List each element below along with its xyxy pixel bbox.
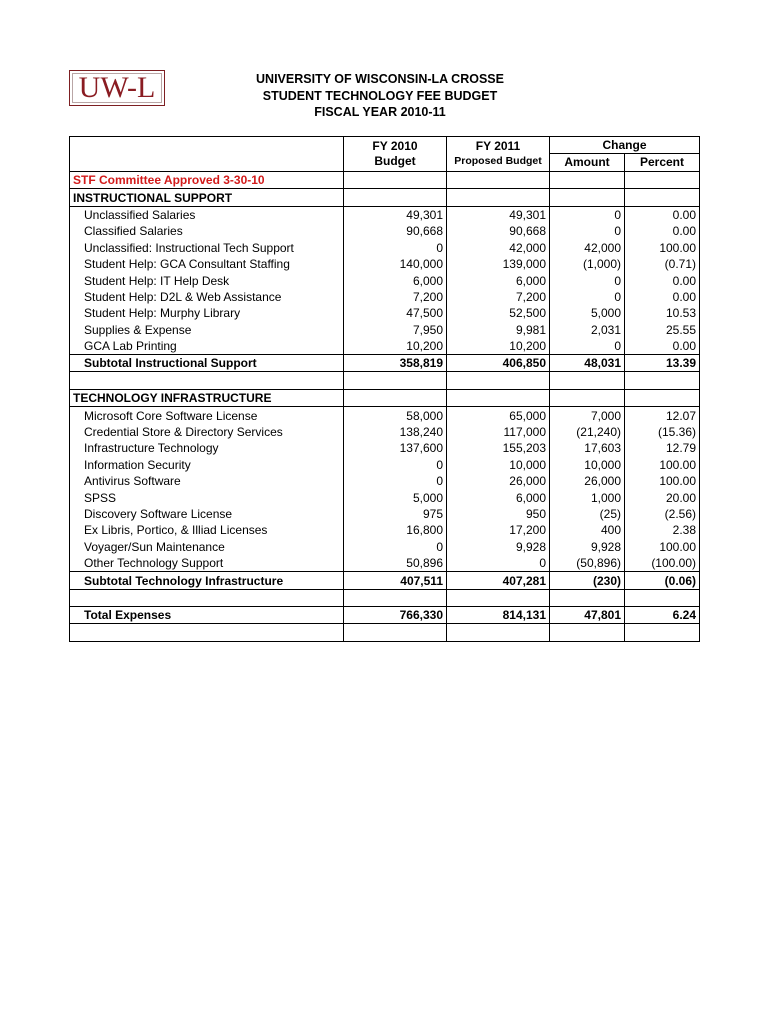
row-label: Unclassified: Instructional Tech Support: [70, 239, 344, 255]
row-label: Student Help: Murphy Library: [70, 305, 344, 321]
row-amount: 17,603: [550, 440, 625, 456]
row-fy2010: 0: [344, 473, 447, 489]
empty-cell: [447, 189, 550, 206]
row-fy2010: 47,500: [344, 305, 447, 321]
subtotal-fy2011: 407,281: [447, 572, 550, 589]
row-percent: 0.00: [625, 206, 700, 223]
table-row: [70, 223, 700, 239]
row-fy2010: 10,200: [344, 338, 447, 355]
subtotal-label: Subtotal Instructional Support: [70, 355, 344, 372]
empty-cell: [625, 171, 700, 188]
row-fy2011: 10,000: [447, 456, 550, 472]
row-percent: (2.56): [625, 506, 700, 522]
row-label: SPSS: [70, 489, 344, 505]
row-label: Supplies & Expense: [70, 321, 344, 337]
row-fy2010: 58,000: [344, 407, 447, 424]
empty-cell: [70, 372, 344, 389]
row-percent: 0.00: [625, 223, 700, 239]
subtotal-fy2011: 406,850: [447, 355, 550, 372]
subtotal-amount: 48,031: [550, 355, 625, 372]
table-row: [70, 289, 700, 305]
header-fy2010-label: FY 2010: [372, 138, 418, 153]
empty-cell: [550, 171, 625, 188]
row-amount: 10,000: [550, 456, 625, 472]
subtotal-percent: 13.39: [625, 355, 700, 372]
table-row: [70, 305, 700, 321]
subtotal-percent: (0.06): [625, 572, 700, 589]
table-row: [70, 489, 700, 505]
row-label: Student Help: IT Help Desk: [70, 272, 344, 288]
row-fy2011: 9,928: [447, 538, 550, 554]
total-amount: 47,801: [550, 606, 625, 623]
row-percent: 12.79: [625, 440, 700, 456]
row-percent: 100.00: [625, 456, 700, 472]
row-percent: 0.00: [625, 338, 700, 355]
table-row: [70, 272, 700, 288]
empty-cell: [550, 189, 625, 206]
total-percent: 6.24: [625, 606, 700, 623]
header-percent: Percent: [625, 154, 700, 171]
table-row: [70, 256, 700, 272]
row-label: Student Help: GCA Consultant Staffing: [70, 256, 344, 272]
subtotal-row-infrastructure: [70, 572, 700, 589]
empty-cell: [625, 389, 700, 406]
row-amount: 1,000: [550, 489, 625, 505]
header-amount: Amount: [550, 154, 625, 171]
row-percent: 100.00: [625, 239, 700, 255]
row-percent: 10.53: [625, 305, 700, 321]
row-fy2011: 26,000: [447, 473, 550, 489]
approved-note-row: [70, 171, 700, 188]
empty-cell: [344, 624, 447, 641]
header-empty: [70, 137, 344, 154]
section-heading-infrastructure: TECHNOLOGY INFRASTRUCTURE: [70, 389, 344, 406]
table-row: [70, 424, 700, 440]
row-amount: 400: [550, 522, 625, 538]
row-fy2010: 7,200: [344, 289, 447, 305]
total-fy2010: 766,330: [344, 606, 447, 623]
table-row: [70, 321, 700, 337]
row-amount: 0: [550, 223, 625, 239]
row-label: Discovery Software License: [70, 506, 344, 522]
row-percent: (100.00): [625, 555, 700, 572]
table-row: [70, 239, 700, 255]
document-title: [180, 71, 580, 121]
approved-note: STF Committee Approved 3-30-10: [70, 171, 344, 188]
row-fy2011: 52,500: [447, 305, 550, 321]
row-fy2011: 10,200: [447, 338, 550, 355]
row-fy2011: 49,301: [447, 206, 550, 223]
empty-cell: [70, 589, 344, 606]
empty-cell: [344, 589, 447, 606]
empty-cell: [447, 372, 550, 389]
subtotal-row-instructional: [70, 355, 700, 372]
empty-cell: [625, 372, 700, 389]
row-fy2011: 9,981: [447, 321, 550, 337]
table-row: [70, 473, 700, 489]
header-fy2010: [344, 137, 447, 172]
row-fy2011: 6,000: [447, 489, 550, 505]
row-fy2011: 6,000: [447, 272, 550, 288]
row-fy2010: 16,800: [344, 522, 447, 538]
header-change: Change: [550, 137, 700, 154]
row-amount: 42,000: [550, 239, 625, 255]
subtotal-amount: (230): [550, 572, 625, 589]
empty-cell: [70, 624, 344, 641]
empty-cell: [344, 372, 447, 389]
row-percent: 0.00: [625, 272, 700, 288]
empty-cell: [447, 171, 550, 188]
row-amount: (50,896): [550, 555, 625, 572]
row-fy2010: 140,000: [344, 256, 447, 272]
row-label: Information Security: [70, 456, 344, 472]
row-label: Ex Libris, Portico, & Illiad Licenses: [70, 522, 344, 538]
row-percent: 2.38: [625, 522, 700, 538]
row-fy2010: 138,240: [344, 424, 447, 440]
row-percent: 20.00: [625, 489, 700, 505]
section-heading-row: [70, 389, 700, 406]
section-heading-instructional: INSTRUCTIONAL SUPPORT: [70, 189, 344, 206]
row-label: Microsoft Core Software License: [70, 407, 344, 424]
budget-table: [69, 136, 700, 642]
empty-cell: [344, 171, 447, 188]
row-fy2011: 7,200: [447, 289, 550, 305]
section-heading-row: [70, 189, 700, 206]
title-budget: STUDENT TECHNOLOGY FEE BUDGET: [262, 88, 498, 103]
table-row: [70, 538, 700, 554]
row-amount: 5,000: [550, 305, 625, 321]
row-percent: 12.07: [625, 407, 700, 424]
row-fy2010: 49,301: [344, 206, 447, 223]
empty-cell: [550, 372, 625, 389]
row-fy2011: 17,200: [447, 522, 550, 538]
row-amount: (21,240): [550, 424, 625, 440]
row-label: Infrastructure Technology: [70, 440, 344, 456]
empty-cell: [447, 389, 550, 406]
row-fy2011: 950: [447, 506, 550, 522]
row-fy2011: 42,000: [447, 239, 550, 255]
row-fy2010: 975: [344, 506, 447, 522]
title-fiscal-year: FISCAL YEAR 2010-11: [314, 105, 446, 119]
row-amount: (25): [550, 506, 625, 522]
row-amount: 2,031: [550, 321, 625, 337]
row-fy2011: 90,668: [447, 223, 550, 239]
row-percent: 0.00: [625, 289, 700, 305]
row-label: Other Technology Support: [70, 555, 344, 572]
row-amount: 26,000: [550, 473, 625, 489]
row-amount: 7,000: [550, 407, 625, 424]
logo-text: UW-L: [78, 71, 156, 104]
row-fy2010: 90,668: [344, 223, 447, 239]
table-row: [70, 440, 700, 456]
row-fy2011: 155,203: [447, 440, 550, 456]
row-percent: 25.55: [625, 321, 700, 337]
empty-cell: [550, 589, 625, 606]
header-row-1: [70, 137, 700, 154]
row-amount: 9,928: [550, 538, 625, 554]
empty-cell: [550, 389, 625, 406]
empty-cell: [344, 189, 447, 206]
row-label: Antivirus Software: [70, 473, 344, 489]
empty-cell: [447, 624, 550, 641]
row-fy2010: 50,896: [344, 555, 447, 572]
blank-row: [70, 372, 700, 389]
row-label: GCA Lab Printing: [70, 338, 344, 355]
empty-cell: [625, 189, 700, 206]
total-label: Total Expenses: [70, 606, 344, 623]
row-fy2010: 6,000: [344, 272, 447, 288]
header-fy2011-label: FY 2011: [475, 138, 521, 153]
row-fy2010: 137,600: [344, 440, 447, 456]
row-percent: (15.36): [625, 424, 700, 440]
row-percent: 100.00: [625, 473, 700, 489]
row-percent: (0.71): [625, 256, 700, 272]
uwl-logo: [69, 70, 165, 106]
total-row: [70, 606, 700, 623]
row-label: Credential Store & Directory Services: [70, 424, 344, 440]
row-fy2011: 139,000: [447, 256, 550, 272]
header-proposed-label: Proposed Budget: [454, 154, 542, 167]
row-label: Student Help: D2L & Web Assistance: [70, 289, 344, 305]
row-fy2010: 0: [344, 456, 447, 472]
row-label: Classified Salaries: [70, 223, 344, 239]
row-fy2011: 0: [447, 555, 550, 572]
row-label: Voyager/Sun Maintenance: [70, 538, 344, 554]
empty-cell: [625, 589, 700, 606]
header-empty-2: [70, 154, 344, 171]
row-fy2010: 0: [344, 538, 447, 554]
empty-cell: [625, 624, 700, 641]
table-row: [70, 506, 700, 522]
subtotal-fy2010: 358,819: [344, 355, 447, 372]
blank-row: [70, 589, 700, 606]
row-fy2010: 7,950: [344, 321, 447, 337]
table-row: [70, 338, 700, 355]
table-row: [70, 555, 700, 572]
row-percent: 100.00: [625, 538, 700, 554]
subtotal-fy2010: 407,511: [344, 572, 447, 589]
row-label: Unclassified Salaries: [70, 206, 344, 223]
table-row: [70, 456, 700, 472]
header-budget-label: Budget: [374, 153, 416, 168]
empty-cell: [550, 624, 625, 641]
table-row: [70, 407, 700, 424]
table-row: [70, 206, 700, 223]
row-fy2010: 0: [344, 239, 447, 255]
subtotal-label: Subtotal Technology Infrastructure: [70, 572, 344, 589]
title-university: UNIVERSITY OF WISCONSIN-LA CROSSE: [256, 72, 504, 86]
row-amount: 0: [550, 206, 625, 223]
empty-cell: [447, 589, 550, 606]
row-fy2011: 65,000: [447, 407, 550, 424]
total-fy2011: 814,131: [447, 606, 550, 623]
row-amount: (1,000): [550, 256, 625, 272]
blank-row: [70, 624, 700, 641]
row-amount: 0: [550, 289, 625, 305]
row-fy2010: 5,000: [344, 489, 447, 505]
header-fy2011: [447, 137, 550, 172]
table-row: [70, 522, 700, 538]
empty-cell: [344, 389, 447, 406]
row-amount: 0: [550, 272, 625, 288]
row-fy2011: 117,000: [447, 424, 550, 440]
row-amount: 0: [550, 338, 625, 355]
